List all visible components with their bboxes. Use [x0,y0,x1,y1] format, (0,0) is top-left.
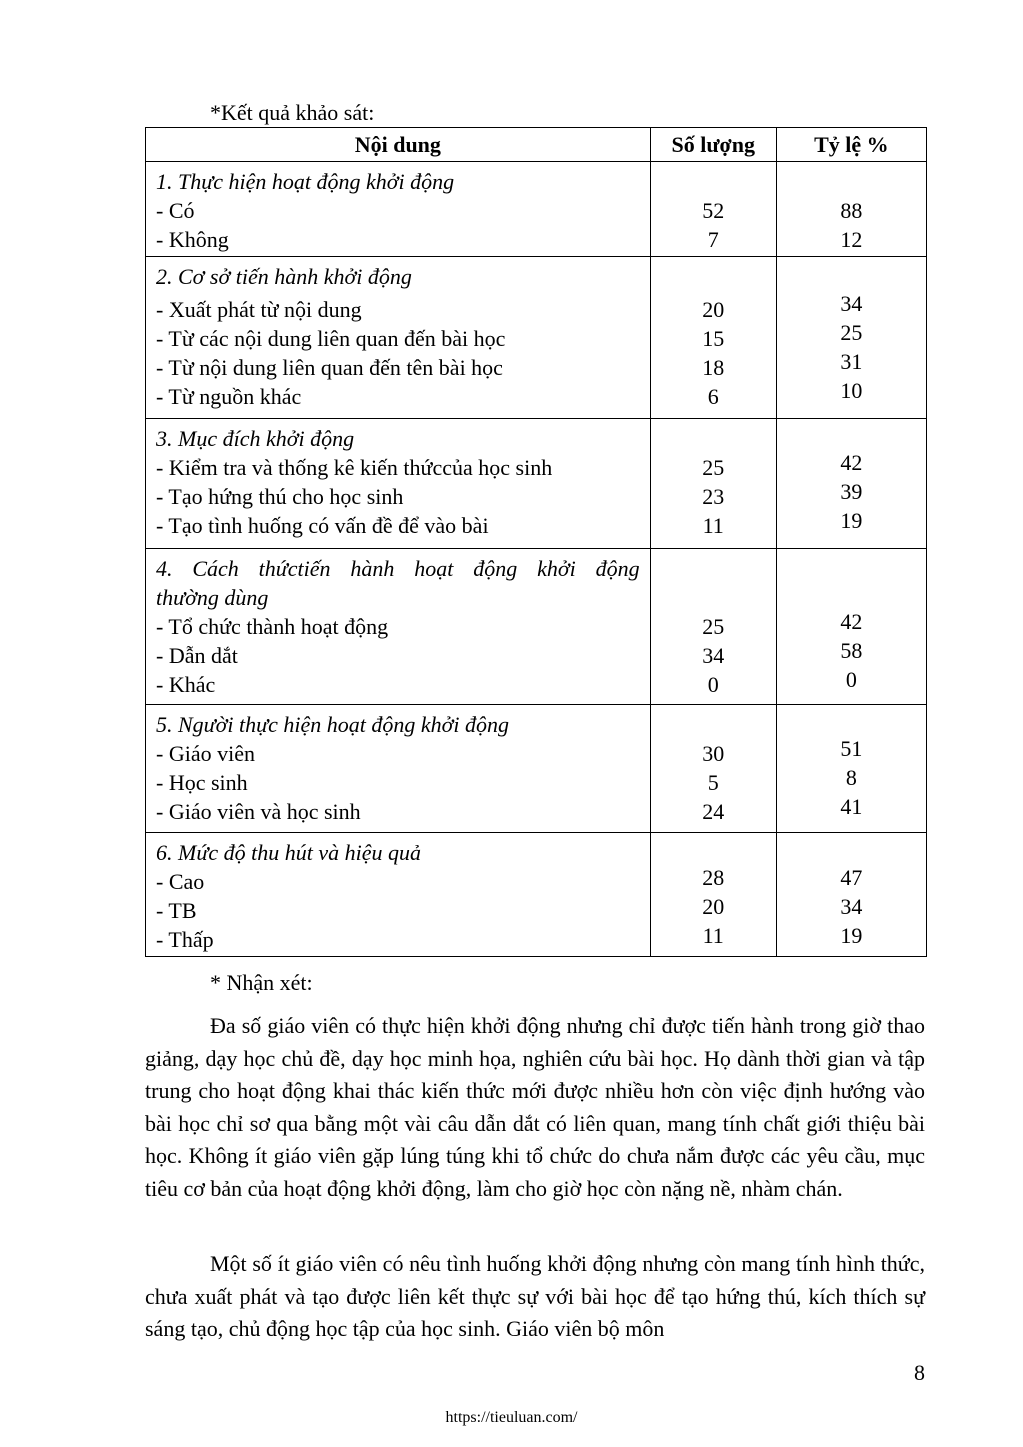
count-value: 25 [702,455,725,480]
percent-value: 10 [840,378,863,403]
table-row [146,833,927,957]
table-row [146,419,927,549]
group-counts [650,549,776,705]
group-percents [776,419,926,549]
count-value: 34 [702,643,725,668]
page-number: 8 [914,1360,925,1385]
count-value: 20 [702,894,725,919]
list-item: - Học sinh [156,770,248,795]
table-row [146,549,927,705]
list-item: - Tổ chức thành hoạt động [156,614,389,639]
count-value: 30 [702,741,725,766]
list-item: - Cao [156,869,205,894]
count-value: 0 [707,672,719,697]
group-percents [776,833,926,957]
footer-url: https://tieuluan.com/ [445,1409,578,1426]
header-percent: Tỷ lệ % [776,128,926,162]
percent-value: 12 [840,227,863,252]
remarks-paragraph-2: Một số ít giáo viên có nêu tình huống khởi động nhưng còn mang tính hình thức, chưa xuất phát và tạo được liên kết thực sự với bài học để tạo hứng thú, kích thích sự sáng tạo, chủ động học tập của học sinh. Giáo viên bộ môn [145,1251,925,1341]
count-value: 7 [707,227,719,252]
table-row [146,162,927,257]
group-content [146,705,651,833]
remarks-paragraph-1: Đa số giáo viên có thực hiện khởi động nhưng chỉ được tiến hành trong giờ thao giảng, dạy học chủ đề, dạy học minh họa, nghiên cứu bài học. Họ dành thời gian và tập trung cho hoạt động khai thác kiến thức mới được nhiều hơn còn việc định hướng vào bài học chỉ sơ qua bằng một vài câu dẫn dắt có liên quan, mang tính chất giới thiệu bài học. Không ít giáo viên gặp lúng túng khi tổ chức do chưa nắm được các yêu cầu, mục tiêu cơ bản của hoạt động khởi động, làm cho giờ học còn nặng nề, nhàm chán. [145,1013,925,1201]
group-content [146,419,651,549]
group-percents [776,705,926,833]
list-item: - Từ nội dung liên quan đến tên bài học [156,355,503,380]
group-percents [776,257,926,419]
percent-value: 25 [840,320,863,345]
list-item: - Khác [156,672,216,697]
count-value: 11 [702,513,724,538]
group-title-line2: thường dùng [156,585,269,610]
percent-value: 0 [845,667,857,692]
group-percents [776,549,926,705]
list-item: - Tạo hứng thú cho học sinh [156,484,404,509]
percent-value: 19 [840,508,863,533]
list-item: - Từ các nội dung liên quan đến bài học [156,326,506,351]
group-content [146,549,651,705]
header-content: Nội dung [146,128,651,162]
count-value: 11 [702,923,724,948]
group-counts [650,419,776,549]
group-counts [650,257,776,419]
group-title: 5. Người thực hiện hoạt động khởi động [156,712,510,737]
list-item: - Từ nguồn khác [156,384,302,409]
remarks-heading: * Nhận xét: [210,970,313,995]
percent-value: 88 [840,198,863,223]
list-item: - Tạo tình huống có vấn đề để vào bài [156,513,489,538]
percent-value: 31 [840,349,863,374]
group-counts [650,705,776,833]
percent-value: 42 [840,450,863,475]
list-item: - Không [156,227,229,252]
percent-value: 8 [845,765,857,790]
survey-table [145,127,927,957]
percent-value: 39 [840,479,863,504]
list-item: - Giáo viên và học sinh [156,799,361,824]
percent-value: 19 [840,923,863,948]
group-content [146,257,651,419]
list-item: - Giáo viên [156,741,255,766]
group-percents [776,162,926,257]
list-item: - Có [156,198,195,223]
count-value: 23 [702,484,725,509]
table-header-row [146,128,927,162]
list-item: - Dẫn dắt [156,643,238,668]
group-counts [650,833,776,957]
list-item: - Xuất phát từ nội dung [156,297,362,322]
list-item: - Kiểm tra và thống kê kiến thứccủa học sinh [156,455,553,480]
group-counts [650,162,776,257]
percent-value: 34 [840,894,863,919]
group-title: 6. Mức độ thu hút và hiệu quả [156,840,421,865]
count-value: 15 [702,326,725,351]
list-item: - TB [156,898,197,923]
count-value: 25 [702,614,725,639]
table-row [146,705,927,833]
percent-value: 34 [840,291,863,316]
count-value: 28 [702,865,725,890]
count-value: 18 [702,355,725,380]
count-value: 6 [707,384,719,409]
table-row [146,257,927,419]
list-item: - Thấp [156,927,214,952]
count-value: 5 [707,770,719,795]
count-value: 52 [702,198,725,223]
percent-value: 47 [840,865,863,890]
percent-value: 58 [840,638,863,663]
group-title-line1: 4. Cách thứctiến hành hoạt động khởi động [156,556,640,581]
count-value: 20 [702,297,725,322]
survey-results-heading: *Kết quả khảo sát: [210,100,375,125]
group-title: 2. Cơ sở tiến hành khởi động [156,264,412,289]
percent-value: 51 [840,736,863,761]
group-title: 1. Thực hiện hoạt động khởi động [156,169,455,194]
header-count: Số lượng [650,128,776,162]
count-value: 24 [702,799,725,824]
group-title: 3. Mục đích khởi động [156,426,355,451]
group-content [146,833,651,957]
percent-value: 42 [840,609,863,634]
group-content [146,162,651,257]
percent-value: 41 [840,794,863,819]
